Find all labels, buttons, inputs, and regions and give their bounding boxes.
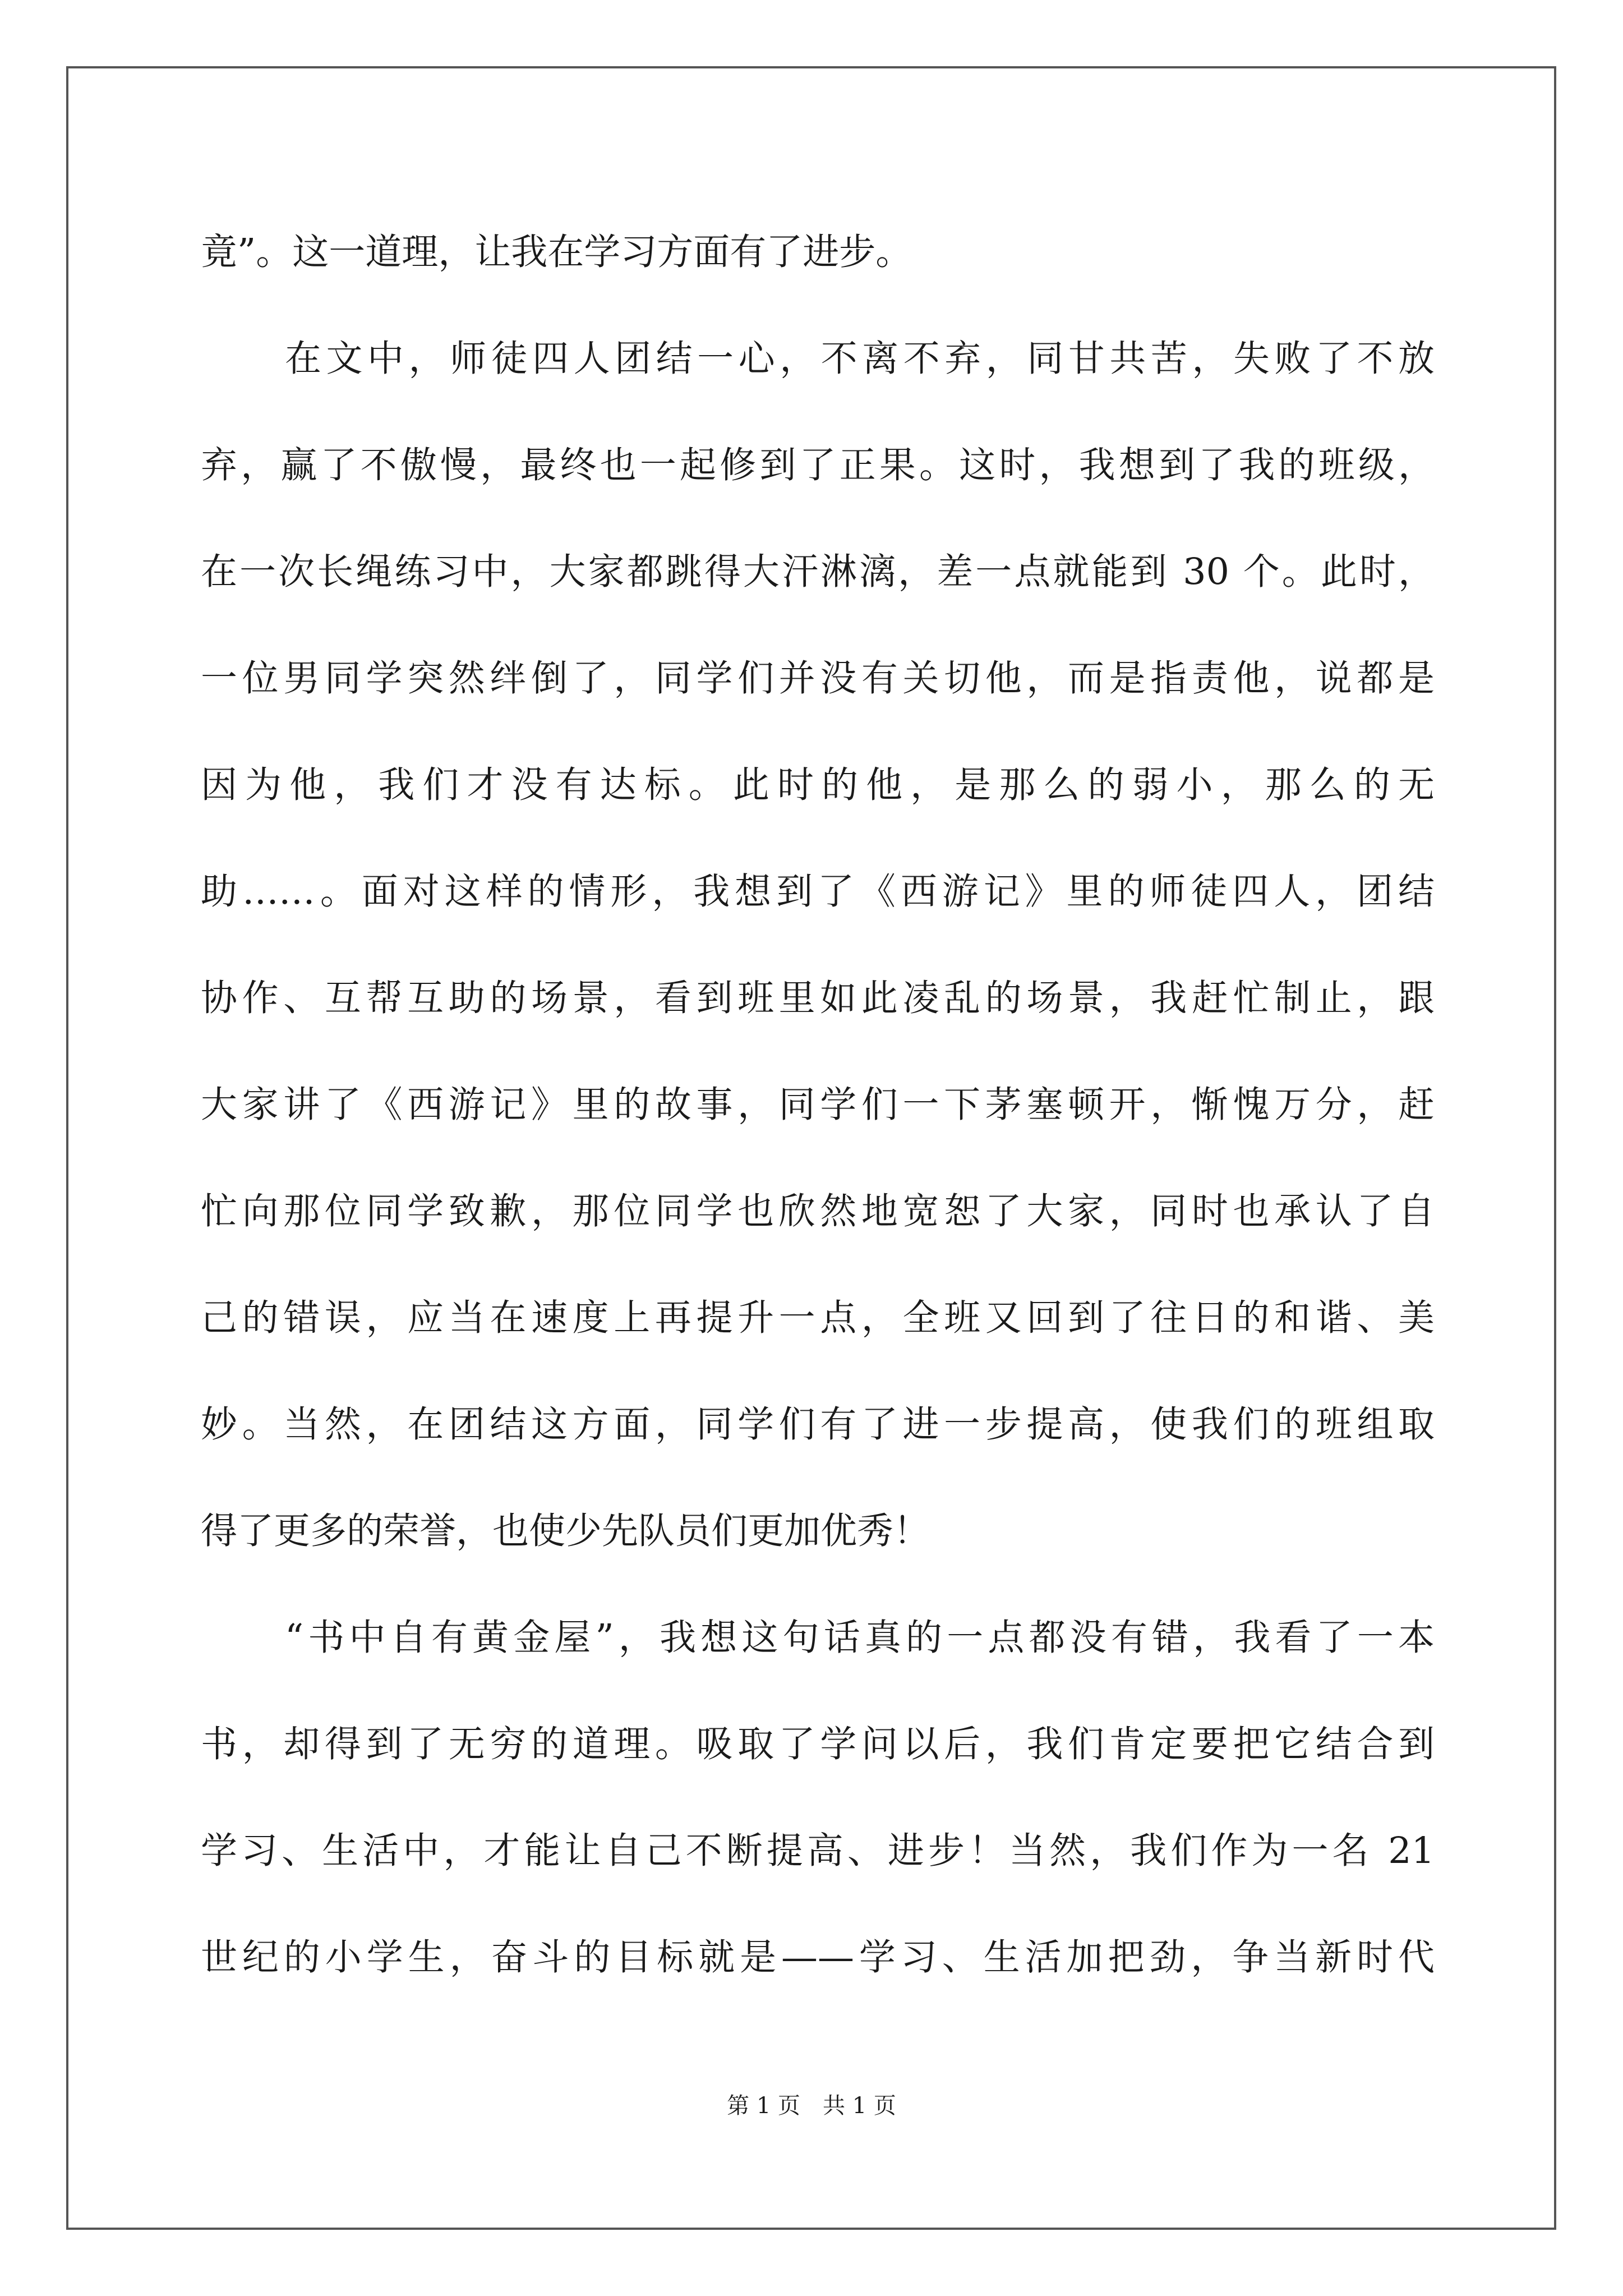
- text-line: 书，却得到了无穷的道理。吸取了学问以后，我们肯定要把它结合到: [201, 1723, 1435, 1765]
- text-line: 妙。当然，在团结这方面，同学们有了进一步提高，使我们的班组取: [201, 1404, 1435, 1446]
- text-line: 因为他，我们才没有达标。此时的他，是那么的弱小，那么的无: [201, 764, 1435, 806]
- text-line: 助……。面对这样的情形，我想到了《西游记》里的师徒四人，团结: [201, 871, 1435, 913]
- text-line: “书中自有黄金屋”，我想这句话真的一点都没有错，我看了一本: [285, 1617, 1435, 1659]
- paragraph-3: [201, 1585, 1435, 2011]
- paragraph-1: [201, 199, 1435, 306]
- text-line: 竟”。这一道理，让我在学习方面有了进步。: [201, 231, 912, 273]
- text-line: 一位男同学突然绊倒了，同学们并没有关切他，而是指责他，说都是: [201, 657, 1435, 700]
- text-line: 在文中，师徒四人团结一心，不离不弃，同甘共苦，失败了不放: [285, 338, 1435, 380]
- text-line: 忙向那位同学致歉，那位同学也欣然地宽恕了大家，同时也承认了自: [201, 1190, 1435, 1232]
- text-line: 得了更多的荣誉，也使少先队员们更加优秀！: [201, 1510, 930, 1552]
- text-line: 己的错误，应当在速度上再提升一点，全班又回到了往日的和谐、美: [201, 1297, 1435, 1339]
- paragraph-2: [201, 306, 1435, 1585]
- text-line: 弃，赢了不傲慢，最终也一起修到了正果。这时，我想到了我的班级，: [201, 444, 1435, 486]
- page-number-label: 第 1 页 共 1 页: [727, 2093, 896, 2119]
- document-body: [201, 199, 1435, 2011]
- text-line: 在一次长绳练习中，大家都跳得大汗淋漓，差一点就能到 30 个。此时，: [201, 551, 1435, 593]
- text-line: 大家讲了《西游记》里的故事，同学们一下茅塞顿开，惭愧万分，赶: [201, 1084, 1435, 1126]
- text-line: 学习、生活中，才能让自己不断提高、进步！当然，我们作为一名 21: [201, 1830, 1435, 1872]
- text-line: 世纪的小学生，奋斗的目标就是——学习、生活加把劲，争当新时代: [201, 1936, 1435, 1978]
- text-line: 协作、互帮互助的场景，看到班里如此凌乱的场景，我赶忙制止，跟: [201, 977, 1435, 1019]
- page-footer: [0, 2088, 1623, 2120]
